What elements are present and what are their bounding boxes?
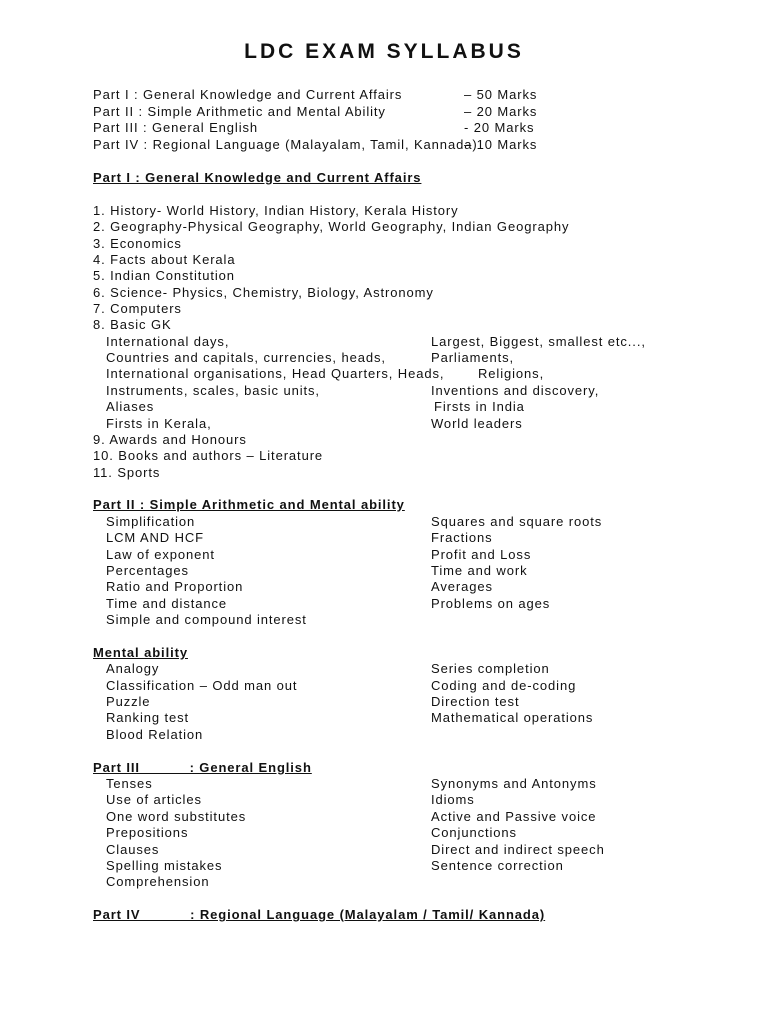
part3-right-item: Sentence correction: [431, 858, 564, 873]
mental-right-item: Coding and de-coding: [431, 678, 577, 693]
mental-right-item: Series completion: [431, 661, 550, 676]
gk-right-item: World leaders: [431, 416, 523, 431]
part3-right-item: Conjunctions: [431, 825, 517, 840]
overview-marks-1: – 50 Marks: [464, 87, 538, 102]
part1-item: 3. Economics: [93, 236, 182, 251]
part2-left-item: Percentages: [106, 563, 189, 578]
part2-left-item: LCM AND HCF: [106, 530, 205, 545]
part1-item: 5. Indian Constitution: [93, 268, 235, 283]
gk-left-item: International organisations, Head Quarters, Heads,: [106, 366, 445, 381]
part1-item: 7. Computers: [93, 301, 182, 316]
part1-item: 1. History- World History, Indian History, Kerala History: [93, 203, 459, 218]
part2-left-item: Law of exponent: [106, 547, 215, 562]
part2-right-item: Profit and Loss: [431, 547, 532, 562]
gk-right-item: Firsts in India: [434, 399, 525, 414]
overview-marks-3: - 20 Marks: [464, 120, 535, 135]
gk-right-item: Largest, Biggest, smallest etc...,: [431, 334, 646, 349]
part3-right-item: Active and Passive voice: [431, 809, 597, 824]
mental-left-item: Classification – Odd man out: [106, 678, 298, 693]
part3-left-item: Use of articles: [106, 792, 202, 807]
part1-item: 10. Books and authors – Literature: [93, 448, 324, 463]
gk-right-item: Inventions and discovery,: [431, 383, 600, 398]
overview-part-3: Part III : General English: [93, 120, 259, 135]
part1-item: 11. Sports: [93, 465, 161, 480]
part3-left-item: One word substitutes: [106, 809, 247, 824]
part1-item: 9. Awards and Honours: [93, 432, 247, 447]
part3-left-item: Comprehension: [106, 874, 210, 889]
part3-right-item: Idioms: [431, 792, 475, 807]
mental-right-item: Mathematical operations: [431, 710, 594, 725]
part2-right-item: Time and work: [431, 563, 528, 578]
gk-left-item: Instruments, scales, basic units,: [106, 383, 320, 398]
gk-right-item: Parliaments,: [431, 350, 515, 365]
mental-left-item: Blood Relation: [106, 727, 204, 742]
page-title: LDC EXAM SYLLABUS: [244, 40, 524, 63]
part2-right-item: Problems on ages: [431, 596, 551, 611]
gk-left-item: Aliases: [106, 399, 155, 414]
part2-left-item: Ratio and Proportion: [106, 579, 244, 594]
gk-left-item: Firsts in Kerala,: [106, 416, 212, 431]
mental-right-item: Direction test: [431, 694, 520, 709]
part1-item: 2. Geography-Physical Geography, World Geography, Indian Geography: [93, 219, 570, 234]
part2-right-item: Squares and square roots: [431, 514, 603, 529]
overview-part-4: Part IV : Regional Language (Malayalam, Tamil, Kannada): [93, 137, 478, 152]
mental-left-item: Ranking test: [106, 710, 190, 725]
mental-heading: Mental ability: [93, 645, 188, 660]
part1-item: 6. Science- Physics, Chemistry, Biology, Astronomy: [93, 285, 434, 300]
overview-part-2: Part II : Simple Arithmetic and Mental Ability: [93, 104, 386, 119]
mental-left-item: Analogy: [106, 661, 160, 676]
gk-right-item: Religions,: [478, 366, 545, 381]
part2-left-item: Simplification: [106, 514, 196, 529]
part2-right-item: Averages: [431, 579, 493, 594]
part3-heading: Part III : General English: [93, 760, 312, 775]
part3-left-item: Tenses: [106, 776, 153, 791]
part3-right-item: Synonyms and Antonyms: [431, 776, 597, 791]
part3-left-item: Spelling mistakes: [106, 858, 223, 873]
part1-heading: Part I : General Knowledge and Current Affairs: [93, 170, 422, 185]
part3-left-item: Prepositions: [106, 825, 189, 840]
mental-left-item: Puzzle: [106, 694, 151, 709]
part3-right-item: Direct and indirect speech: [431, 842, 605, 857]
overview-marks-2: – 20 Marks: [464, 104, 538, 119]
part2-right-item: Fractions: [431, 530, 493, 545]
part2-heading: Part II : Simple Arithmetic and Mental ability: [93, 497, 405, 512]
part3-left-item: Clauses: [106, 842, 160, 857]
gk-left-item: International days,: [106, 334, 230, 349]
part1-item: 4. Facts about Kerala: [93, 252, 236, 267]
part2-left-item: Simple and compound interest: [106, 612, 307, 627]
part4-heading: Part IV : Regional Language (Malayalam / Tamil/ Kannada): [93, 907, 546, 922]
part1-item: 8. Basic GK: [93, 317, 172, 332]
overview-marks-4: – 10 Marks: [464, 137, 538, 152]
overview-part-1: Part I : General Knowledge and Current Affairs: [93, 87, 403, 102]
gk-left-item: Countries and capitals, currencies, heads,: [106, 350, 386, 365]
part2-left-item: Time and distance: [106, 596, 228, 611]
